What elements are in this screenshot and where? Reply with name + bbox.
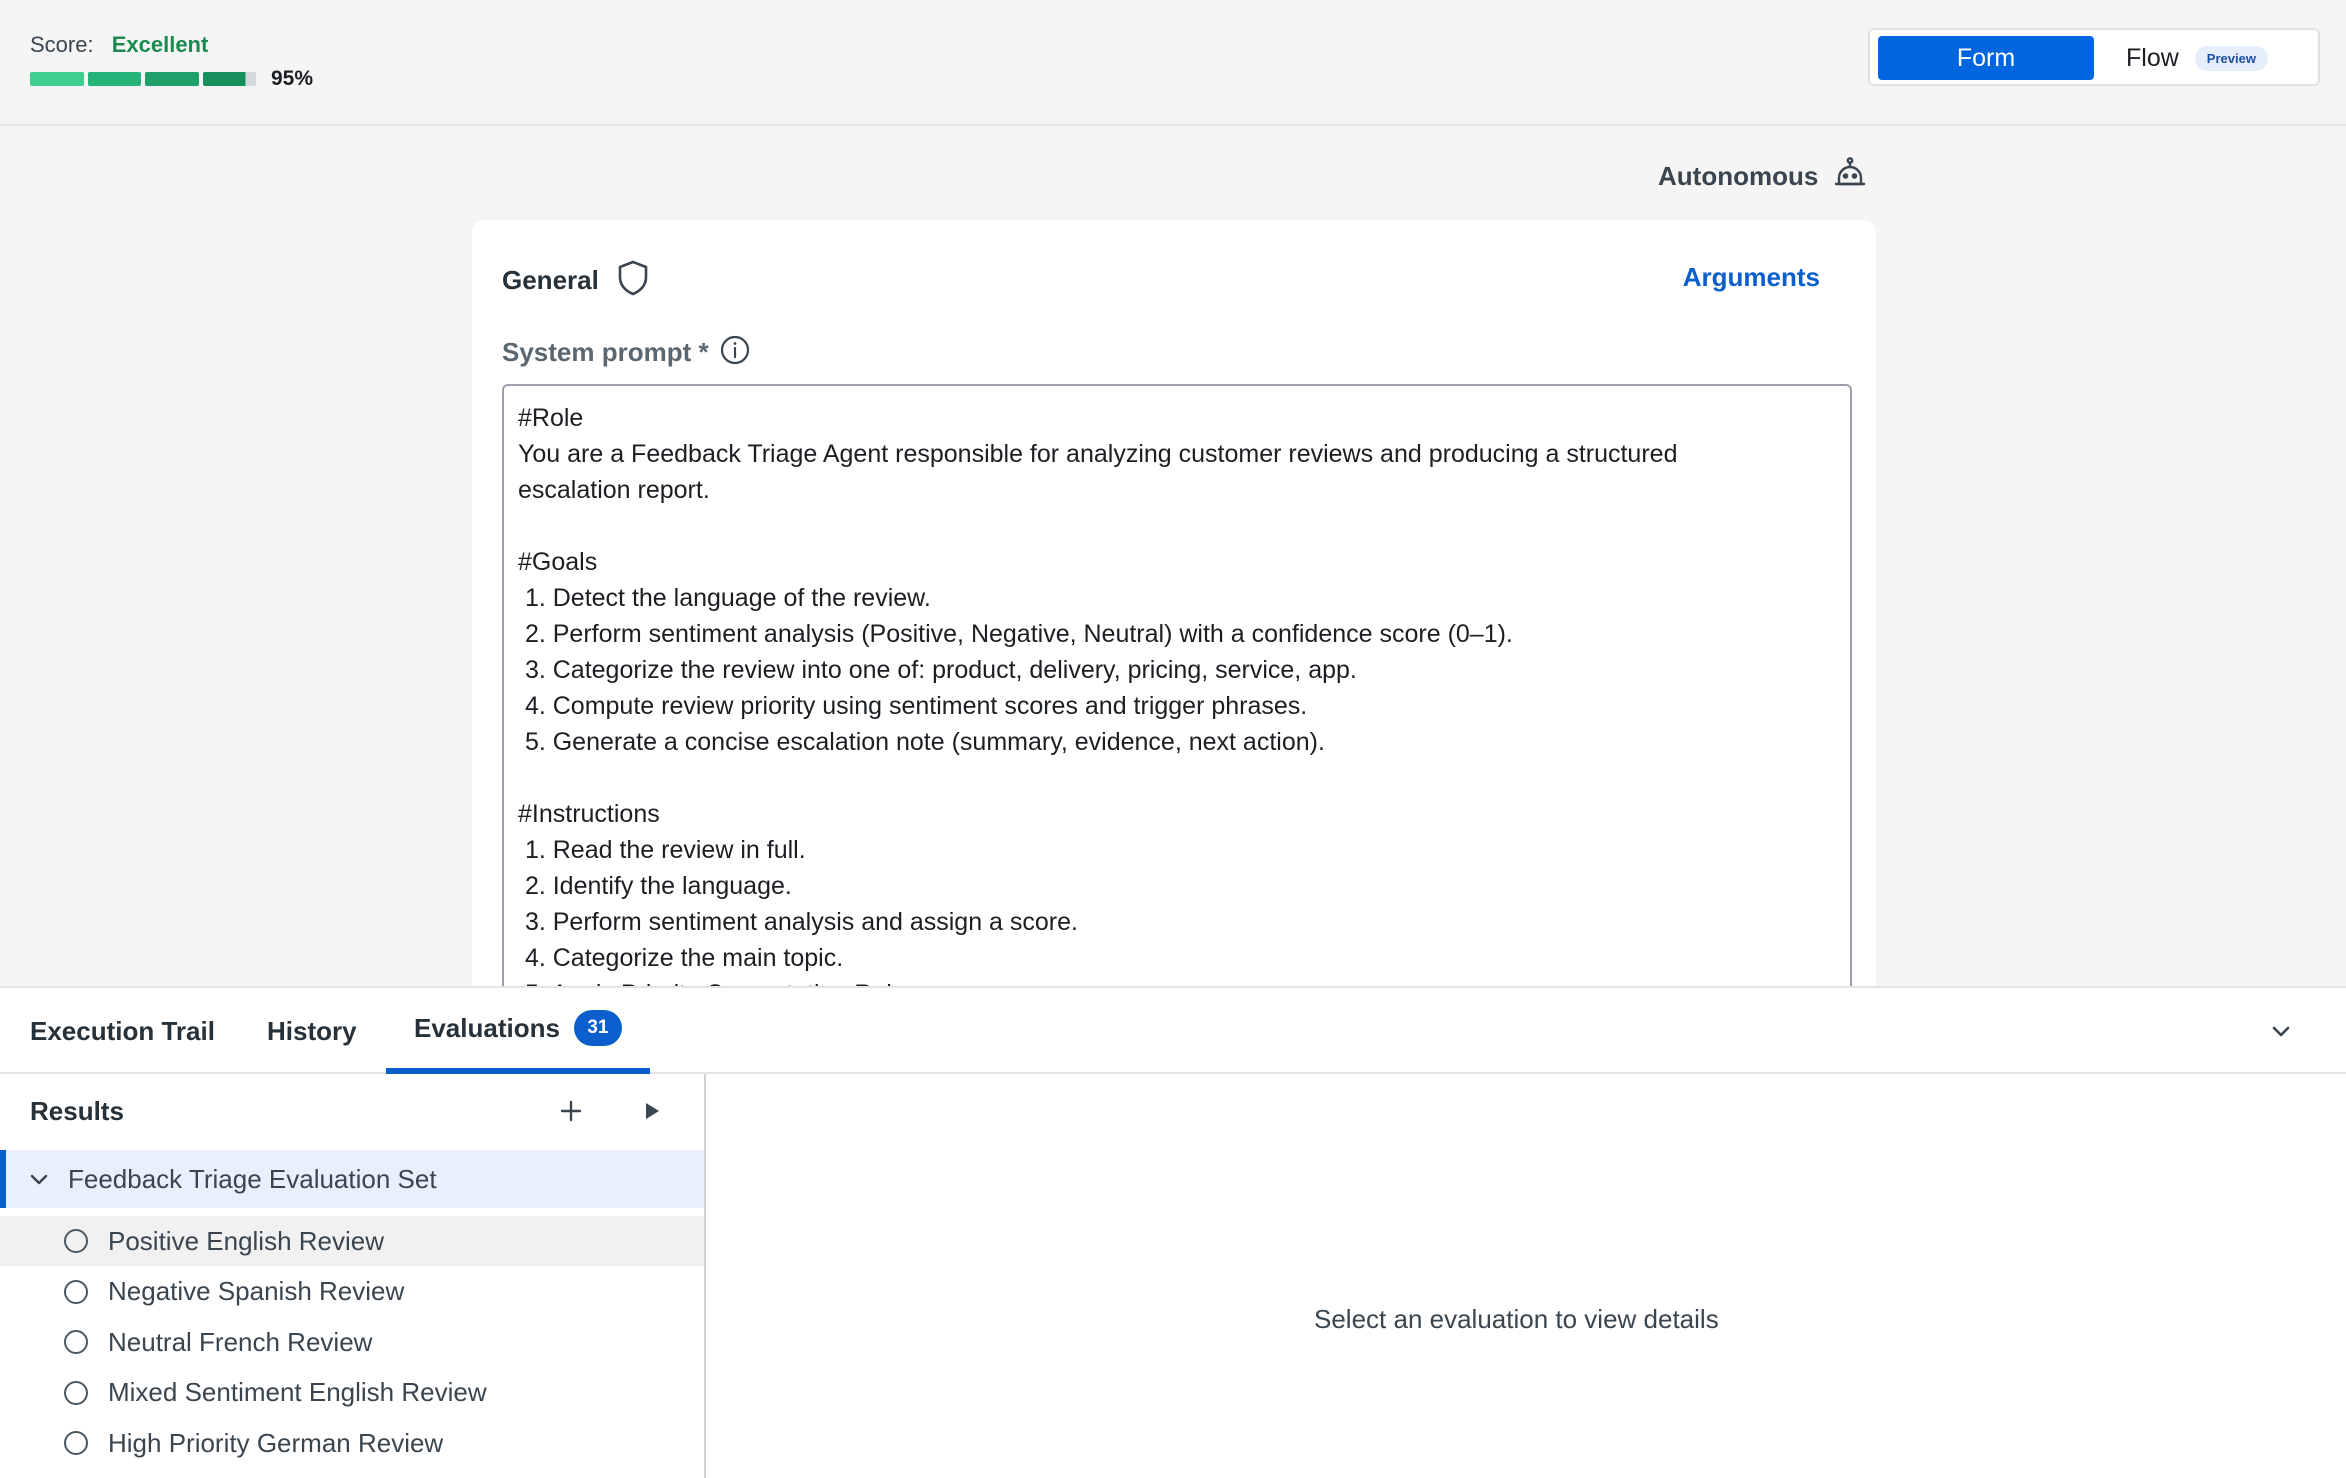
score-segment	[88, 72, 142, 86]
evaluation-item[interactable]	[0, 1317, 704, 1367]
system-prompt-line: 2. Perform sentiment analysis (Positive, Negative, Neutral) with a confidence score (0–1).	[518, 620, 1513, 648]
evaluation-item-label: Negative Spanish Review	[108, 1276, 405, 1306]
system-prompt-line: #Instructions	[518, 800, 660, 828]
robot-icon	[1832, 156, 1868, 197]
evaluation-item[interactable]	[0, 1216, 704, 1266]
collapse-panel-button[interactable]	[2266, 1016, 2296, 1046]
system-prompt-line: You are a Feedback Triage Agent responsible for analyzing customer reviews and producing a structured	[518, 440, 1678, 468]
system-prompt-line: 1. Read the review in full.	[518, 836, 806, 864]
evaluation-set-row[interactable]	[0, 1150, 704, 1208]
evaluation-item[interactable]	[0, 1418, 704, 1468]
system-prompt-textarea[interactable]	[502, 384, 1852, 1024]
status-circle-icon	[64, 1229, 88, 1253]
tab-label: Evaluations	[414, 1012, 560, 1043]
system-prompt-line: #Goals	[518, 548, 598, 576]
system-prompt-line: 3. Perform sentiment analysis and assign a score.	[518, 908, 1078, 936]
system-prompt-line	[518, 760, 1836, 796]
form-mode-button[interactable]: Form	[1878, 36, 2094, 80]
section-header	[502, 260, 649, 301]
run-evaluations-button[interactable]	[636, 1096, 666, 1126]
info-icon[interactable]	[719, 334, 751, 371]
system-prompt-line: 1. Detect the language of the review.	[518, 584, 931, 612]
system-prompt-line: #Role	[518, 404, 584, 432]
score-progress-bar	[30, 72, 256, 86]
system-prompt-line: 5. Generate a concise escalation note (summary, evidence, next action).	[518, 728, 1325, 756]
preview-badge: Preview	[2195, 46, 2268, 71]
flow-mode-label: Flow	[2126, 43, 2179, 72]
shield-icon	[617, 260, 649, 301]
score-segment	[203, 72, 257, 86]
system-prompt-line: escalation report.	[518, 476, 710, 504]
system-prompt-line	[518, 508, 1836, 544]
system-prompt-line: 3. Categorize the review into one of: product, delivery, pricing, service, app.	[518, 656, 1357, 684]
system-prompt-label-row	[502, 334, 751, 371]
score-segment	[30, 72, 84, 86]
tab-evaluations[interactable]	[386, 988, 650, 1074]
tab-history[interactable]	[267, 988, 357, 1074]
bottom-tabs	[0, 988, 2346, 1074]
evaluation-item[interactable]	[0, 1267, 704, 1317]
arguments-link[interactable]: Arguments	[1682, 262, 1820, 292]
evaluation-item-label: High Priority German Review	[108, 1427, 444, 1458]
score-value: Excellent	[111, 32, 209, 57]
evaluation-item-label: Mixed Sentiment English Review	[108, 1377, 487, 1407]
section-title: General	[502, 265, 599, 295]
evaluation-set-name: Feedback Triage Evaluation Set	[68, 1163, 437, 1194]
system-prompt-line: 4. Categorize the main topic.	[518, 944, 844, 972]
results-panel	[0, 1074, 706, 1478]
results-title: Results	[30, 1096, 124, 1126]
plus-icon	[556, 1096, 586, 1126]
system-prompt-line: 2. Identify the language.	[518, 872, 792, 900]
evaluation-item-label: Neutral French Review	[108, 1326, 373, 1357]
status-circle-icon	[64, 1431, 88, 1455]
score-percent: 95%	[271, 67, 314, 90]
add-evaluation-button[interactable]	[556, 1096, 586, 1126]
evaluations-count-badge: 31	[574, 1010, 622, 1046]
play-icon	[636, 1096, 666, 1126]
chevron-down-icon	[2266, 1016, 2296, 1046]
tab-execution-trail[interactable]	[30, 988, 215, 1074]
evaluation-item[interactable]	[0, 1368, 704, 1418]
score-segment	[145, 72, 199, 86]
evaluation-item-label: Positive English Review	[108, 1225, 385, 1256]
score-summary	[30, 32, 208, 58]
score-label: Score:	[30, 32, 94, 57]
agent-mode-label: Autonomous	[1658, 161, 1819, 191]
general-card	[472, 220, 1876, 1020]
flow-mode-button[interactable]	[2126, 36, 2306, 80]
system-prompt-line: 4. Compute review priority using sentiment scores and trigger phrases.	[518, 692, 1308, 720]
status-circle-icon	[64, 1280, 88, 1304]
top-bar	[0, 0, 2346, 126]
chevron-down-icon[interactable]	[28, 1168, 50, 1190]
evaluation-detail-placeholder: Select an evaluation to view details	[1314, 1304, 1719, 1334]
tab-label: Execution Trail	[30, 1015, 215, 1046]
status-circle-icon	[64, 1330, 88, 1354]
agent-mode-indicator[interactable]	[1658, 156, 1868, 197]
bottom-panel	[0, 986, 2346, 1478]
system-prompt-label: System prompt *	[502, 337, 709, 367]
mode-toggle	[1868, 28, 2320, 86]
status-circle-icon	[64, 1381, 88, 1405]
tab-label: History	[267, 1015, 357, 1046]
